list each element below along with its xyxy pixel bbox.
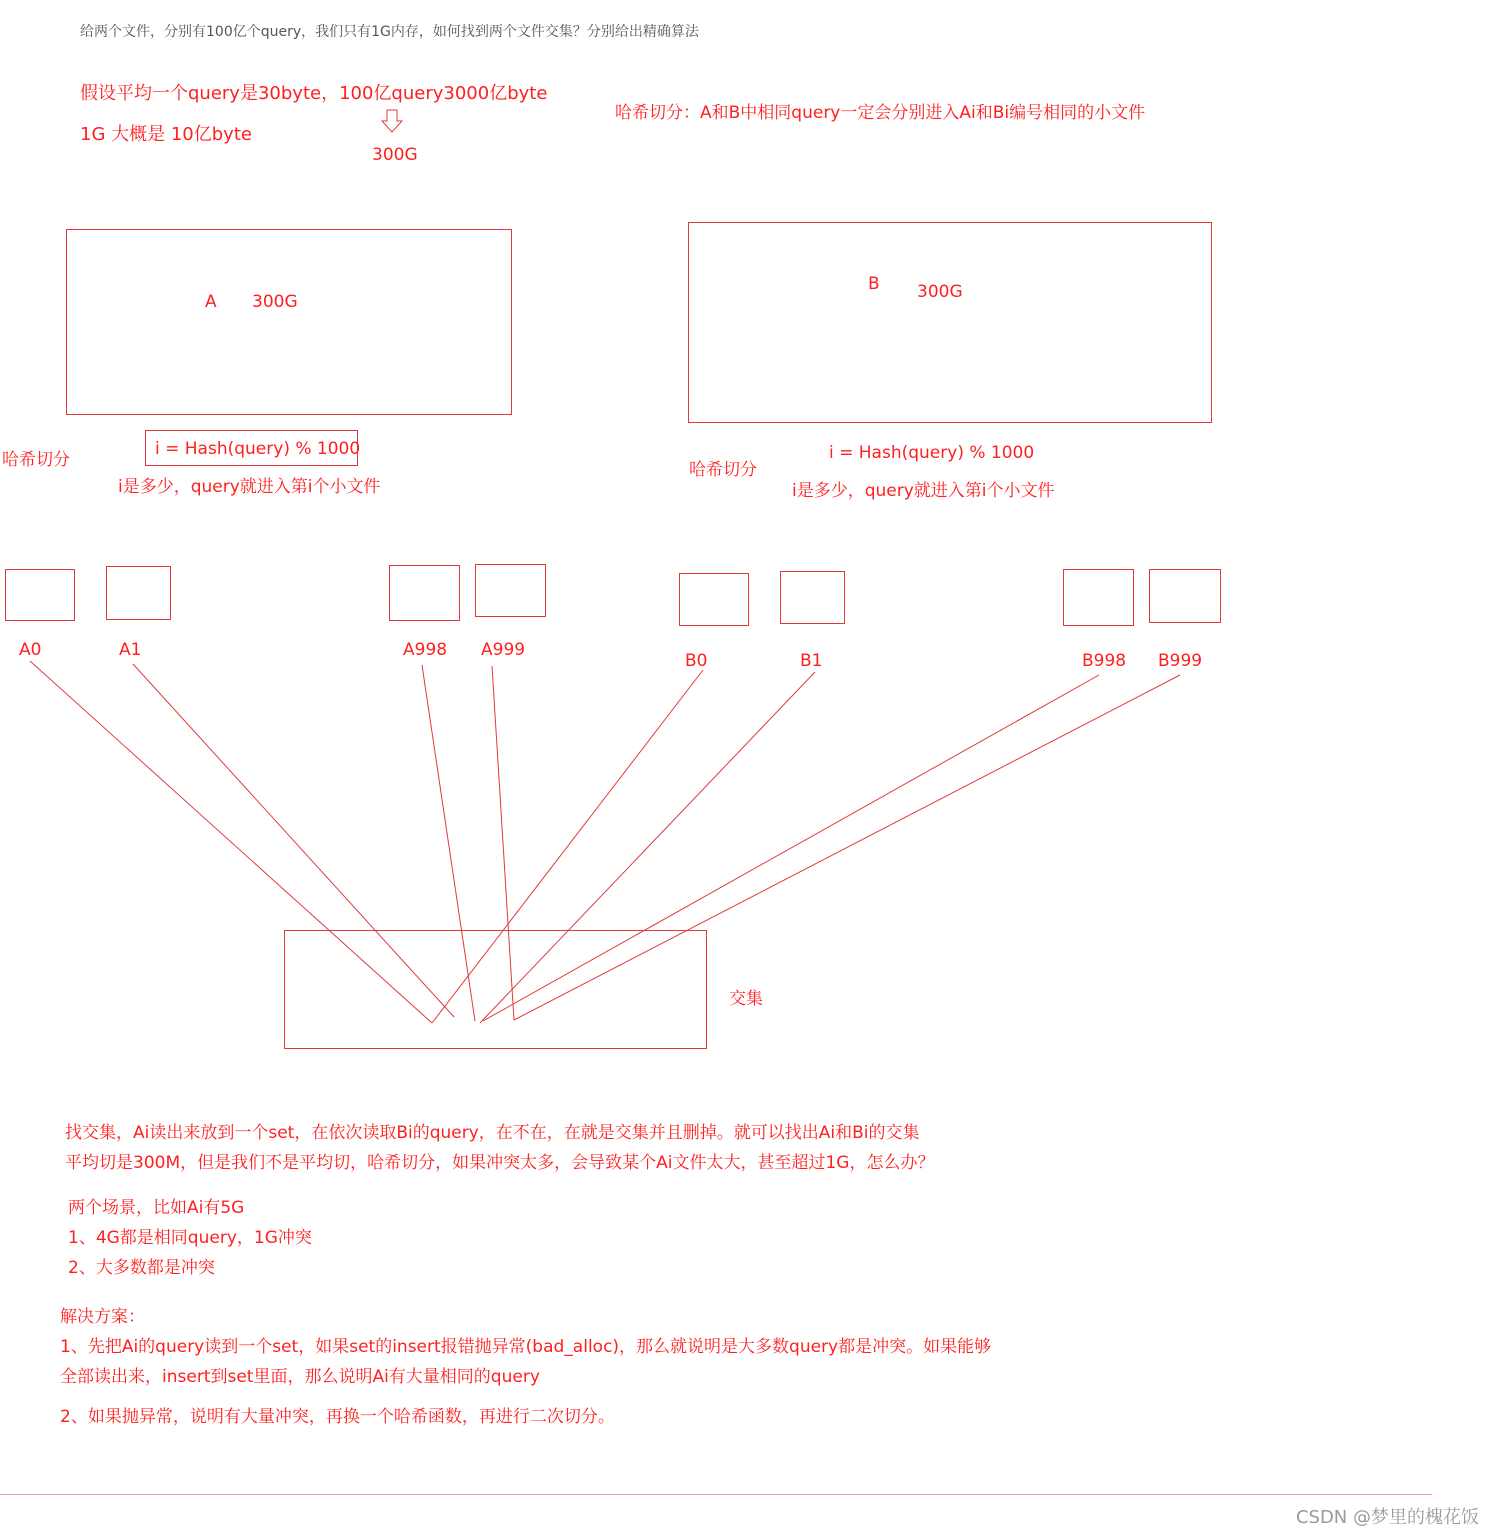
assumption-line-1: 假设平均一个query是30byte，100亿query3000亿byte	[80, 83, 548, 104]
solution-step-2: 2、如果抛异常，说明有大量冲突，再换一个哈希函数，再进行二次切分。	[60, 1407, 615, 1427]
footer-divider	[0, 1494, 1432, 1495]
solution-step-1a: 1、先把Ai的query读到一个set，如果set的insert报错抛异常(bad_alloc)，那么就说明是大多数query都是冲突。如果能够	[60, 1337, 992, 1357]
solution-title: 解决方案：	[60, 1307, 145, 1327]
label-b998: B998	[1082, 651, 1127, 671]
intersection-label: 交集	[729, 989, 763, 1009]
assumption-result: 300G	[372, 145, 418, 165]
file-b-size: 300G	[917, 282, 963, 302]
label-a1: A1	[119, 640, 142, 660]
solution-step-1b: 全部读出来，insert到set里面，那么说明Ai有大量相同的query	[60, 1367, 540, 1387]
explanation-line-1: 找交集，Ai读出来放到一个set，在依次读取Bi的query，在不在，在就是交集并且删掉。就可以找出Ai和Bi的交集	[65, 1123, 920, 1143]
scenario-intro: 两个场景，比如Ai有5G	[68, 1198, 245, 1218]
file-b-name: B	[868, 274, 880, 294]
assumption-line-2: 1G 大概是 10亿byte	[80, 124, 252, 145]
scenario-2: 2、大多数都是冲突	[68, 1258, 215, 1278]
question-text: 给两个文件，分别有100亿个query，我们只有1G内存，如何找到两个文件交集？分别给出精确算法	[80, 24, 699, 40]
label-b1: B1	[800, 651, 823, 671]
intersection-box	[284, 930, 707, 1049]
hash-formula-b: i = Hash(query) % 1000	[829, 443, 1035, 463]
label-b999: B999	[1158, 651, 1203, 671]
label-a0: A0	[19, 640, 42, 660]
label-b0: B0	[685, 651, 708, 671]
hash-split-label-a: 哈希切分	[2, 450, 70, 470]
hash-note-b: i是多少，query就进入第i个小文件	[792, 481, 1055, 501]
label-a999: A999	[481, 640, 526, 660]
hash-principle: 哈希切分：A和B中相同query一定会分别进入Ai和Bi编号相同的小文件	[615, 103, 1146, 123]
label-a998: A998	[403, 640, 448, 660]
hash-formula-a: i = Hash(query) % 1000	[155, 439, 361, 459]
hash-split-label-b: 哈希切分	[689, 460, 757, 480]
file-a-size: 300G	[252, 292, 298, 312]
explanation-line-2: 平均切是300M，但是我们不是平均切，哈希切分，如果冲突太多，会导致某个Ai文件太大，甚至超过1G，怎么办？	[65, 1153, 935, 1173]
scenario-1: 1、4G都是相同query，1G冲突	[68, 1228, 312, 1248]
file-a-name: A	[205, 292, 217, 312]
csdn-watermark: CSDN @梦里的槐花饭	[1295, 1507, 1479, 1528]
hash-note-a: i是多少，query就进入第i个小文件	[118, 477, 381, 497]
